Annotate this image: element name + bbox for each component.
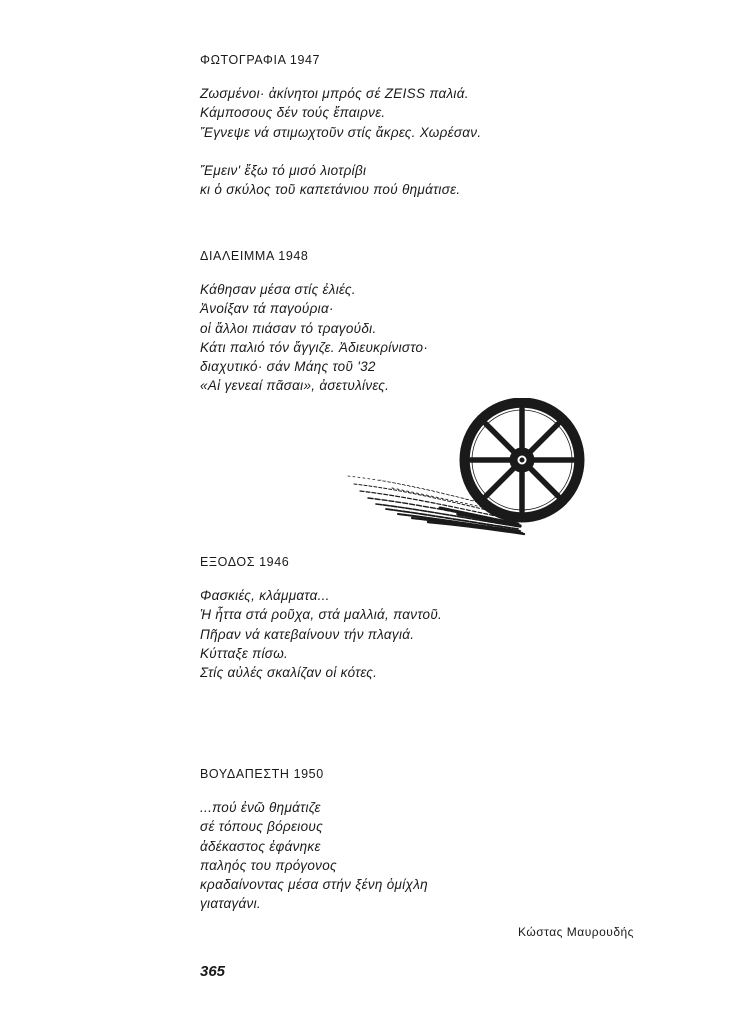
stanza <box>200 161 481 200</box>
poem-line: ἀδέκαστος ἐφάνηκε <box>200 838 321 854</box>
poem-line: παληός του πρόγονος <box>200 857 337 873</box>
author-name: Κώστας Μαυρουδής <box>518 925 634 939</box>
poem-line: διαχυτικό· σάν Μάης τοῦ '32 <box>200 359 376 375</box>
stanza <box>200 280 428 396</box>
poem-line: Φασκιές, κλάμματα... <box>200 588 330 603</box>
poem-line: Στίς αὐλές σκαλίζαν οἱ κότες. <box>200 665 378 681</box>
poem-title: ΒΟΥΔΑΠΕΣΤΗ 1950 <box>200 767 324 781</box>
page-number: 365 <box>200 963 226 980</box>
poem-dialeimma-1948 <box>200 249 428 415</box>
poem-line: Ἔγνεψε νά στιμωχτοῦν στίς ἄκρες. Χωρέσαν. <box>200 124 482 140</box>
poem-line: Πῆραν νά κατεβαίνουν τήν πλαγιά. <box>200 626 415 642</box>
poem-line: γιαταγάνι. <box>200 896 261 912</box>
poem-line: «Αἱ γενεαί πᾶσαι», ἀσετυλίνες. <box>200 378 390 394</box>
poem-line: ...πού ἐνῶ θημάτιζε <box>200 800 321 815</box>
poem-line: κραδαίνοντας μέσα στήν ξένη ὁμίχλη <box>200 877 428 893</box>
poem-title: ΔΙΑΛΕΙΜΜΑ 1948 <box>200 249 309 263</box>
stanza <box>200 586 442 682</box>
poem-line: Κάτι παλιό τόν ἄγγιζε. Ἀδιευκρίνιστο· <box>200 339 429 355</box>
poem-title: ΦΩΤΟΓΡΑΦΙΑ 1947 <box>200 53 321 67</box>
poem-voudapesti-1950 <box>200 767 428 933</box>
poem-line: κι ὁ σκύλος τοῦ καπετάνιου πού θημάτισε. <box>200 182 461 198</box>
stanza <box>200 798 428 914</box>
poem-line: Κύτταξε πίσω. <box>200 645 289 661</box>
poem-photografia-1947 <box>200 53 481 218</box>
poem-exodos-1946 <box>200 555 442 701</box>
poem-line: οἱ ἄλλοι πιάσαν τό τραγούδι. <box>200 320 377 336</box>
poem-line: Κάμποσους δέν τούς ἔπαιρνε. <box>200 105 386 121</box>
stanza <box>200 84 481 142</box>
poem-line: Ἀνοίξαν τά παγούρια· <box>200 301 334 317</box>
poem-line: Κάθησαν μέσα στίς ἐλιές. <box>200 282 356 297</box>
poem-line: Ἡ ἧττα στά ροῦχα, στά μαλλιά, παντοῦ. <box>200 607 443 623</box>
cart-wheel-illustration <box>340 398 610 538</box>
poem-line: Ἔμειν' ἔξω τό μισό λιοτρίβι <box>200 162 367 178</box>
poem-title: ΕΞΟΔΟΣ 1946 <box>200 555 290 569</box>
wheel-icon <box>460 398 584 522</box>
poem-line: Ζωσμένοι· ἀκίνητοι μπρός σέ ZEISS παλιά. <box>200 86 469 101</box>
poem-line: σέ τόπους βόρειους <box>200 819 323 835</box>
